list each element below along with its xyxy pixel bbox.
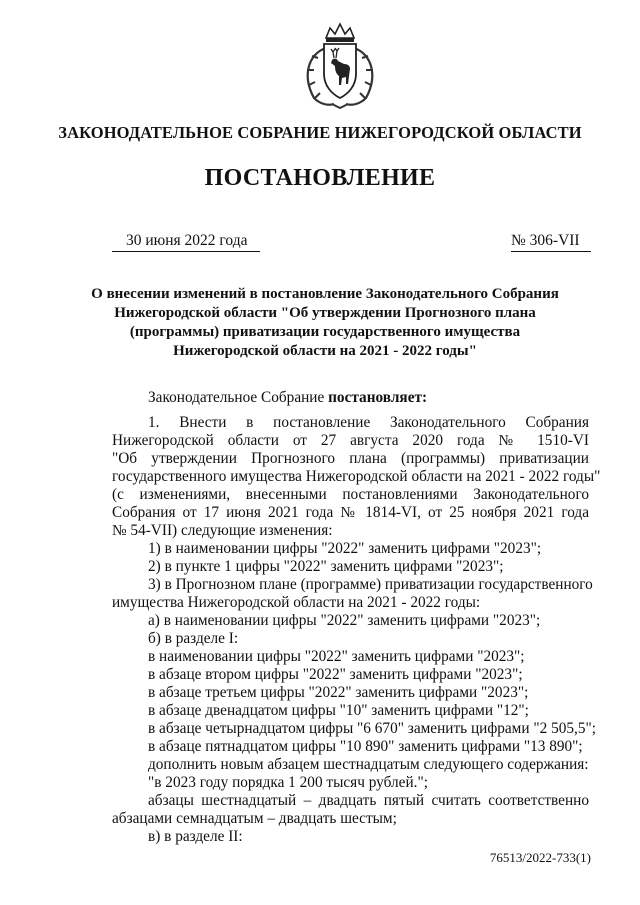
preamble-verb: постановляет:	[328, 389, 428, 406]
body-line: в абзаце третьем цифры "2022" заменить цифрами "2023";	[148, 684, 529, 701]
document-heading	[88, 285, 562, 361]
preamble-text: Законодательное Собрание	[148, 389, 329, 406]
document-type: ПОСТАНОВЛЕНИЕ	[204, 165, 436, 191]
body-line: Нижегородской области от 27 августа 2020 года № 1510-VI	[112, 432, 589, 449]
body-line: 2) в пункте 1 цифры "2022" заменить цифрами "2023";	[148, 558, 504, 575]
body-line: б) в разделе I:	[148, 630, 239, 647]
body-line: 1. Внести в постановление Законодательного Собрания	[148, 414, 589, 431]
body-line: (с изменениями, внесенными постановлениями Законодательного	[112, 486, 589, 503]
body-line: государственного имущества Нижегородской области на 2021 - 2022 годы"	[112, 468, 601, 485]
body-line: а) в наименовании цифры "2022" заменить цифрами "2023";	[148, 612, 541, 629]
body-line: № 54-VII) следующие изменения:	[112, 522, 333, 539]
body-line: абзацы шестнадцатый – двадцать пятый считать соответственно	[148, 792, 589, 809]
body-line: "Об утверждении Прогнозного плана (программы) приватизации	[112, 450, 589, 467]
body-line: в абзаце втором цифры "2022" заменить цифрами "2023";	[148, 666, 523, 683]
document-registration-code: 76513/2022-733(1)	[489, 850, 591, 865]
body-line: имущества Нижегородской области на 2021 - 2022 годы:	[112, 594, 481, 611]
heading-line: О внесении изменений в постановление Законодательного Собрания	[91, 286, 559, 302]
body-line: "в 2023 году порядка 1 200 тысяч рублей.";	[148, 774, 428, 791]
body-line: Собрания от 17 июня 2021 года № 1814-VI, от 25 ноября 2021 года	[112, 504, 589, 521]
body-line: в абзаце четырнадцатом цифры "6 670" заменить цифрами "2 505,5";	[148, 720, 596, 737]
assembly-title: ЗАКОНОДАТЕЛЬНОЕ СОБРАНИЕ НИЖЕГОРОДСКОЙ ОБЛАСТИ	[58, 123, 582, 142]
body-line: в наименовании цифры "2022" заменить цифрами "2023";	[148, 648, 525, 665]
body-line: в абзаце двенадцатом цифры "10" заменить цифрами "12";	[148, 702, 529, 719]
heading-line: Нижегородской области на 2021 - 2022 годы"	[173, 343, 477, 359]
document-number: № 306-VII	[511, 232, 591, 252]
body-line: 3) в Прогнозном плане (программе) приватизации государственного	[148, 576, 593, 593]
body-line: 1) в наименовании цифры "2022" заменить цифрами "2023";	[148, 540, 542, 557]
document-date: 30 июня 2022 года	[112, 232, 260, 252]
body-line: дополнить новым абзацем шестнадцатым следующего содержания:	[148, 756, 589, 773]
body-line: абзацами семнадцатым – двадцать шестым;	[112, 810, 397, 827]
body-line: в абзаце пятнадцатом цифры "10 890" заменить цифрами "13 890";	[148, 738, 583, 755]
heading-line: (программы) приватизации государственного имущества	[129, 324, 521, 340]
body-line: в) в разделе II:	[148, 828, 243, 845]
preamble	[112, 389, 589, 407]
heading-line: Нижегородской области "Об утверждении Прогнозного плана	[114, 305, 536, 321]
coat-of-arms-icon	[296, 18, 384, 110]
